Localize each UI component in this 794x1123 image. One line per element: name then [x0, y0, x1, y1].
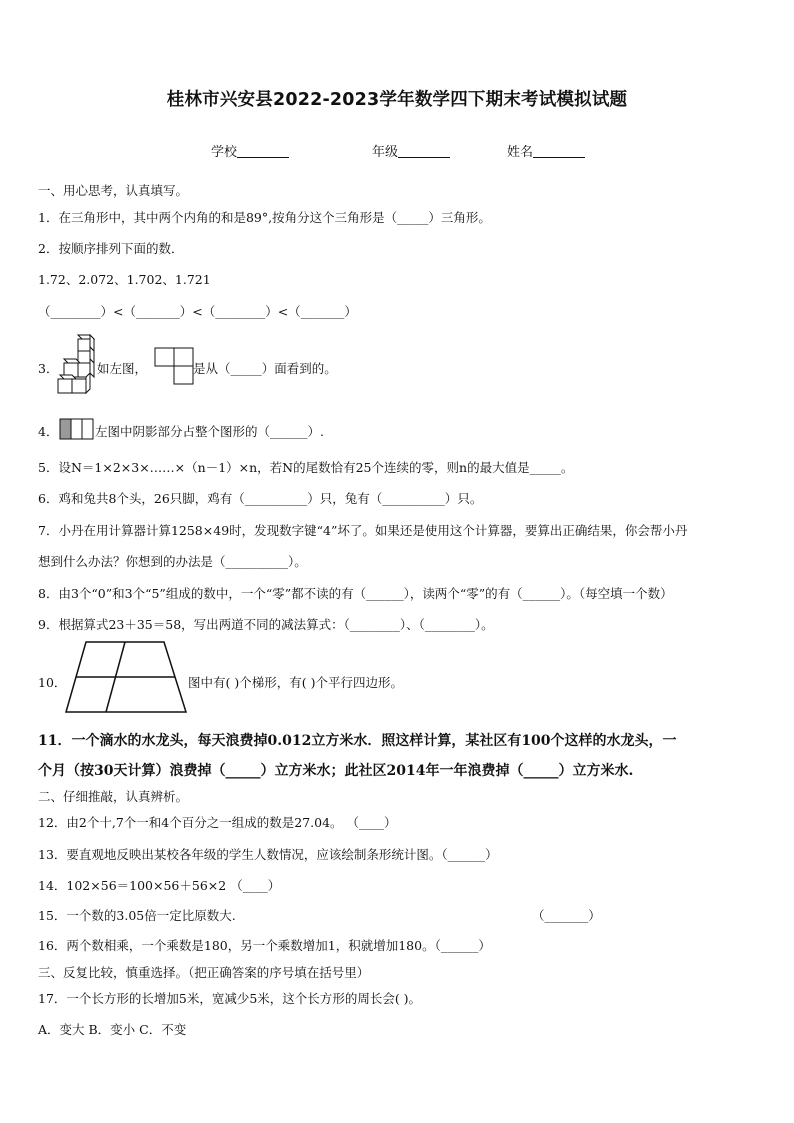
section-1-heading: 一、用心思考，认真填写。 — [38, 183, 189, 198]
question-2-order: （________）<（_______）<（________）<（_______） — [38, 304, 357, 319]
question-17: 17．一个长方形的长增加5米，宽减少5米，这个长方形的周长会( )。 — [38, 991, 422, 1006]
question-3-text-b: 是从（_____）面看到的。 — [193, 361, 337, 376]
shaded-bar-figure — [59, 418, 95, 440]
question-2-numbers: 1.72、2.072、1.702、1.721 — [38, 272, 211, 287]
question-4-number: 4． — [38, 424, 59, 439]
name-label: 姓名 — [507, 145, 534, 160]
question-15-blank[interactable]: （_______） — [532, 908, 601, 923]
section-3-heading: 三、反复比较，慎重选择。（把正确答案的序号填在括号里） — [38, 965, 370, 980]
school-blank[interactable] — [237, 144, 289, 158]
school-field[interactable] — [211, 141, 289, 160]
question-1: 1．在三角形中，其中两个内角的和是89°,按角分这个三角形是（_____）三角形。 — [38, 210, 491, 225]
grade-label: 年级 — [372, 145, 399, 160]
question-10-text: 图中有( )个梯形，有( )个平行四边形。 — [188, 675, 403, 690]
question-7-line-2: 想到什么办法？你想到的办法是（__________）。 — [38, 554, 307, 569]
grade-blank[interactable] — [398, 144, 450, 158]
question-2: 2．按顺序排列下面的数． — [38, 241, 184, 256]
question-9: 9．根据算式23＋35＝58，写出两道不同的减法算式：（________）、（________）。 — [38, 617, 494, 632]
question-3-number: 3． — [38, 361, 59, 376]
question-5: 5．设N＝1×2×3×……×（n－1）×n，若N的尾数恰有25个连续的零，则n的最大值是_____。 — [38, 460, 574, 475]
question-4-text: 左图中阴影部分占整个图形的（______）. — [95, 424, 324, 439]
question-12: 12．由2个十,7个一和4个百分之一组成的数是27.04。 （____） — [38, 815, 397, 830]
name-field[interactable] — [507, 141, 585, 160]
page-title: 桂林市兴安县2022-2023学年数学四下期末考试模拟试题 — [166, 90, 628, 110]
section-2-heading: 二、仔细推敲，认真辨析。 — [38, 789, 189, 804]
question-8: 8．由3个“0”和3个“5”组成的数中，一个“零”都不读的有（______），读两个“零”的有（______）。（每空填一个数） — [38, 586, 673, 601]
name-blank[interactable] — [533, 144, 585, 158]
question-13: 13．要直观地反映出某校各年级的学生人数情况，应该绘制条形统计图。（______） — [38, 847, 498, 862]
cube-stack-figure — [56, 333, 98, 395]
view-figure — [154, 347, 194, 385]
question-11-line-1: 11．一个滴水的水龙头，每天浪费掉0.012立方米水．照这样计算，某社区有100个这样的水龙头，一 — [38, 733, 677, 749]
question-6: 6．鸡和兔共8个头，26只脚，鸡有（__________）只，兔有（__________）只。 — [38, 491, 483, 506]
trapezoid-figure — [64, 640, 188, 714]
question-11-line-2: 个月（按30天计算）浪费掉（_____）立方米水；此社区2014年一年浪费掉（_____）立方米水. — [38, 763, 634, 779]
question-17-options[interactable]: A．变大 B．变小 C．不变 — [38, 1022, 187, 1037]
question-7-line-1: 7．小丹在用计算器计算1258×49时，发现数字键“4”坏了。如果还是使用这个计算器，要算出正确结果，你会帮小丹 — [38, 523, 688, 538]
grade-field[interactable] — [372, 141, 450, 160]
question-10-number: 10． — [38, 675, 67, 690]
question-3-text-a: 如左图， — [97, 361, 148, 376]
school-label: 学校 — [211, 145, 238, 160]
question-14: 14．102×56＝100×56＋56×2 （____） — [38, 878, 281, 893]
question-15: 15．一个数的3.05倍一定比原数大. — [38, 908, 236, 923]
question-16: 16．两个数相乘，一个乘数是180，另一个乘数增加1，积就增加180。（______） — [38, 938, 491, 953]
